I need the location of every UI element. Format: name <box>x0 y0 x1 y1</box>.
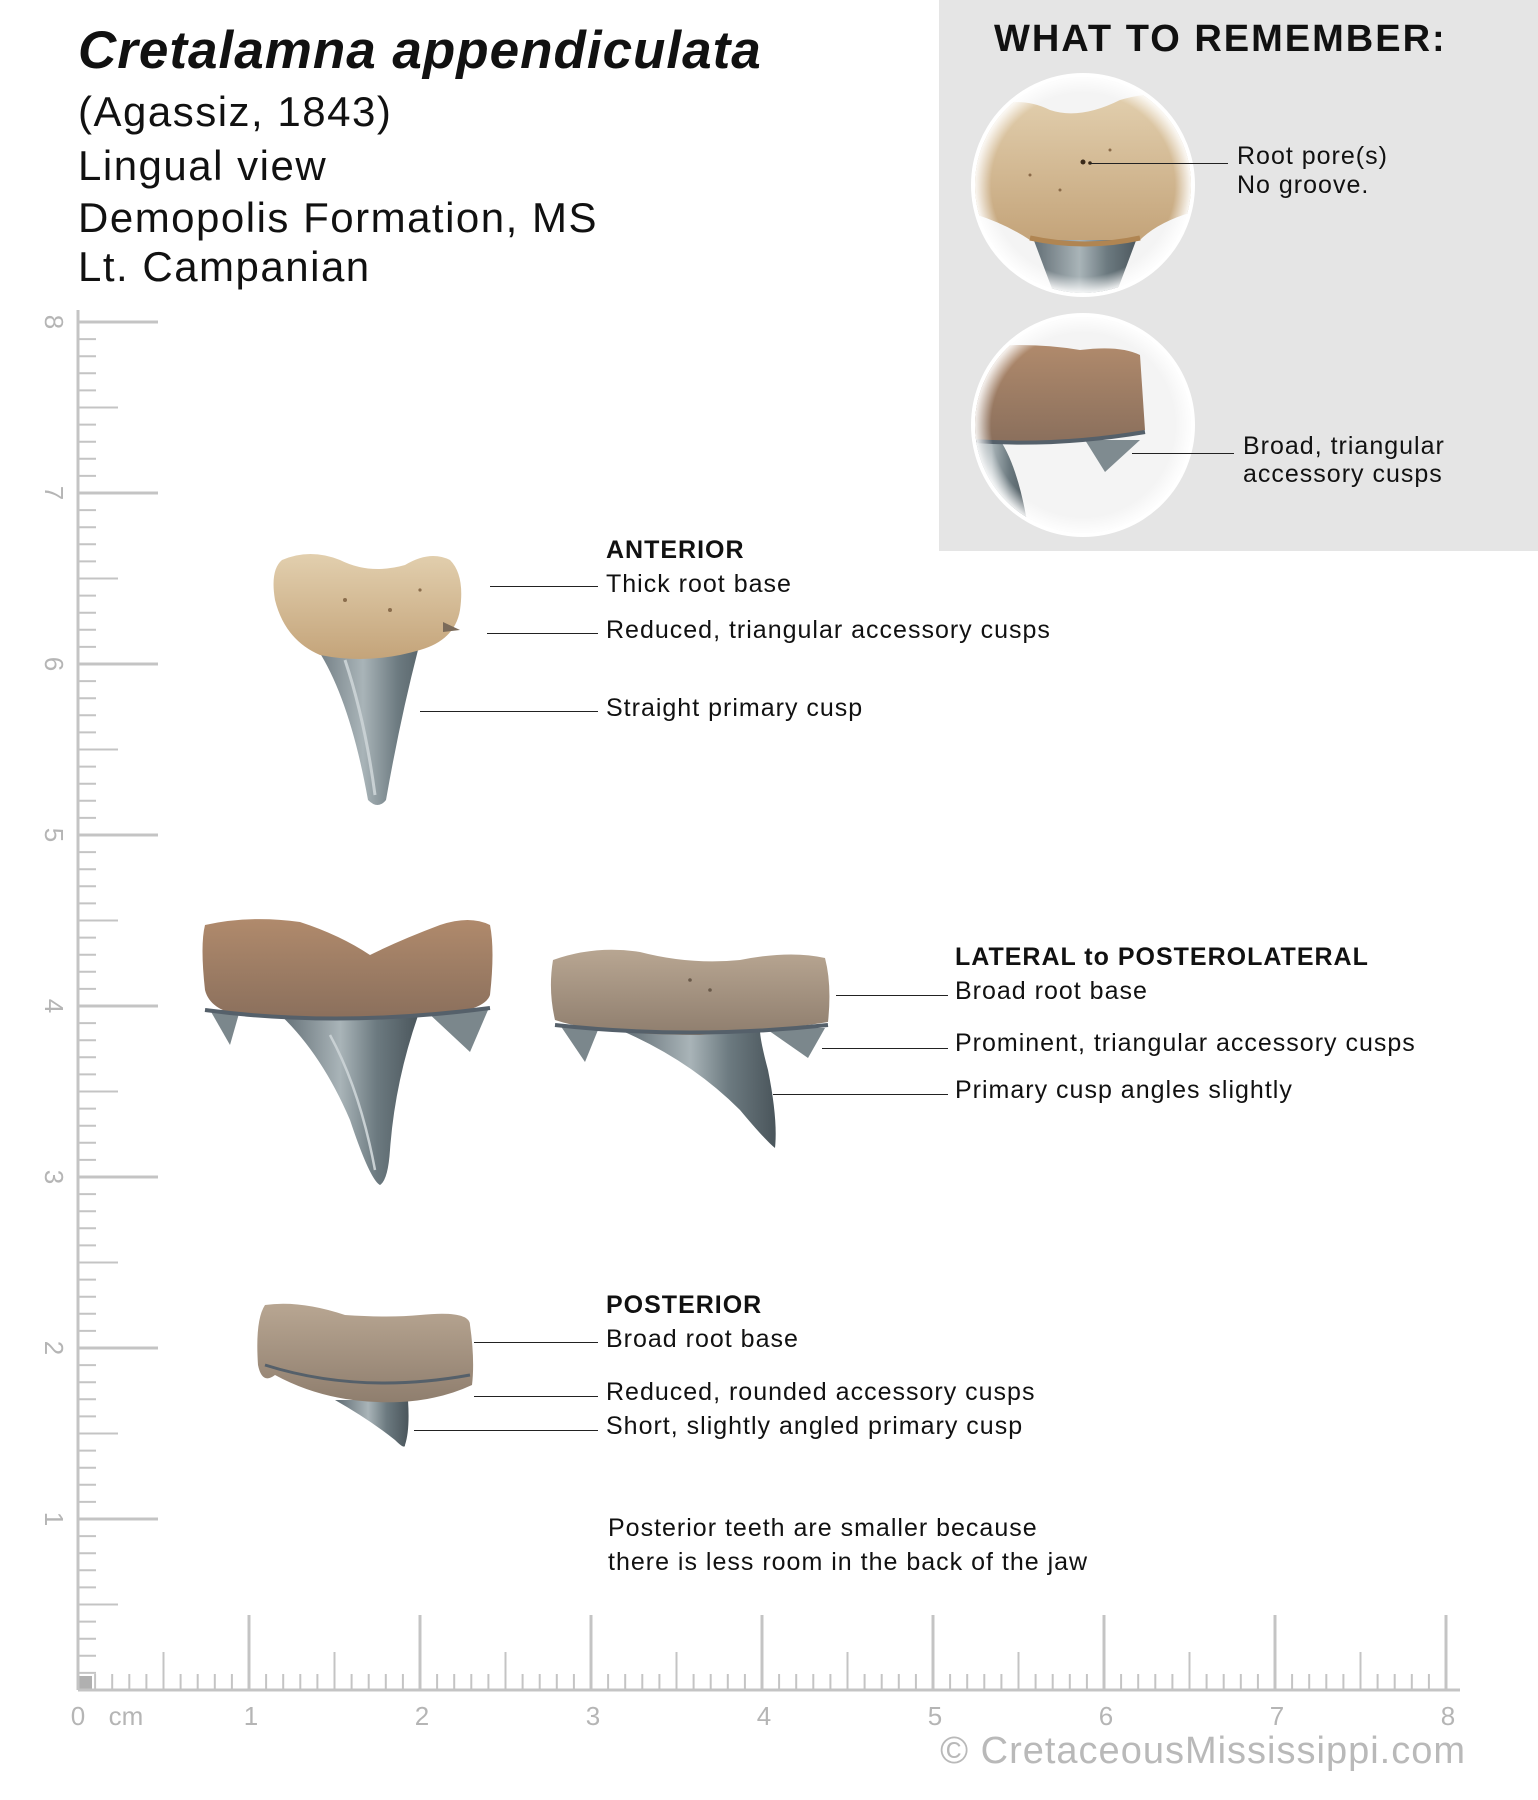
author-line: (Agassiz, 1843) <box>78 88 393 135</box>
horizontal-ruler-label: 1 <box>243 1701 259 1731</box>
lateral-heading: LATERAL to POSTEROLATERAL <box>955 943 1369 971</box>
posterior-primary-label: Short, slightly angled primary cusp <box>606 1412 1024 1440</box>
horizontal-ruler-label: 2 <box>414 1701 430 1731</box>
vertical-ruler-label: 3 <box>39 1169 69 1185</box>
horizontal-ruler-label: 5 <box>927 1701 943 1731</box>
anterior-root-label: Thick root base <box>606 570 792 598</box>
anterior-heading: ANTERIOR <box>606 536 745 564</box>
vertical-ruler-label: 2 <box>39 1340 69 1356</box>
horizontal-ruler-label: 4 <box>756 1701 772 1731</box>
view-line: Lingual view <box>78 142 328 189</box>
no-groove-label: No groove. <box>1237 171 1370 199</box>
remember-title: WHAT TO REMEMBER: <box>994 18 1447 60</box>
vertical-ruler-label: 8 <box>39 314 69 330</box>
vertical-ruler-label: 1 <box>39 1511 69 1527</box>
formation-line: Demopolis Formation, MS <box>78 194 598 241</box>
species-title: Cretalamna appendiculata <box>78 21 762 80</box>
accessory-cusp-label-2: accessory cusps <box>1243 460 1443 488</box>
posterior-heading: POSTERIOR <box>606 1291 763 1319</box>
lateral-cusps-label: Prominent, triangular accessory cusps <box>955 1029 1416 1057</box>
copyright-text: © CretaceousMississippi.com <box>940 1730 1466 1772</box>
root-pore-label: Root pore(s) <box>1237 142 1388 170</box>
lateral-primary-label: Primary cusp angles slightly <box>955 1076 1293 1104</box>
horizontal-ruler-label: 0 <box>70 1701 86 1731</box>
horizontal-ruler-label: 6 <box>1098 1701 1114 1731</box>
horizontal-ruler-label: 7 <box>1269 1701 1285 1731</box>
note-line-1: Posterior teeth are smaller because <box>608 1514 1038 1542</box>
ruler-unit-label: cm <box>108 1701 144 1731</box>
posterior-root-label: Broad root base <box>606 1325 799 1353</box>
ruler-origin-marker <box>78 1676 92 1690</box>
posterior-cusps-label: Reduced, rounded accessory cusps <box>606 1378 1036 1406</box>
horizontal-ruler-label: 3 <box>585 1701 601 1731</box>
anterior-cusps-label: Reduced, triangular accessory cusps <box>606 616 1051 644</box>
anterior-primary-label: Straight primary cusp <box>606 694 864 722</box>
horizontal-ruler-label: 8 <box>1440 1701 1456 1731</box>
vertical-ruler-label: 5 <box>39 827 69 843</box>
vertical-ruler-label: 7 <box>39 485 69 501</box>
note-line-2: there is less room in the back of the jaw <box>608 1548 1089 1576</box>
vertical-ruler-label: 6 <box>39 656 69 672</box>
age-line: Lt. Campanian <box>78 243 371 290</box>
lateral-root-label: Broad root base <box>955 977 1148 1005</box>
accessory-cusp-label-1: Broad, triangular <box>1243 432 1445 460</box>
vertical-ruler-label: 4 <box>39 998 69 1014</box>
